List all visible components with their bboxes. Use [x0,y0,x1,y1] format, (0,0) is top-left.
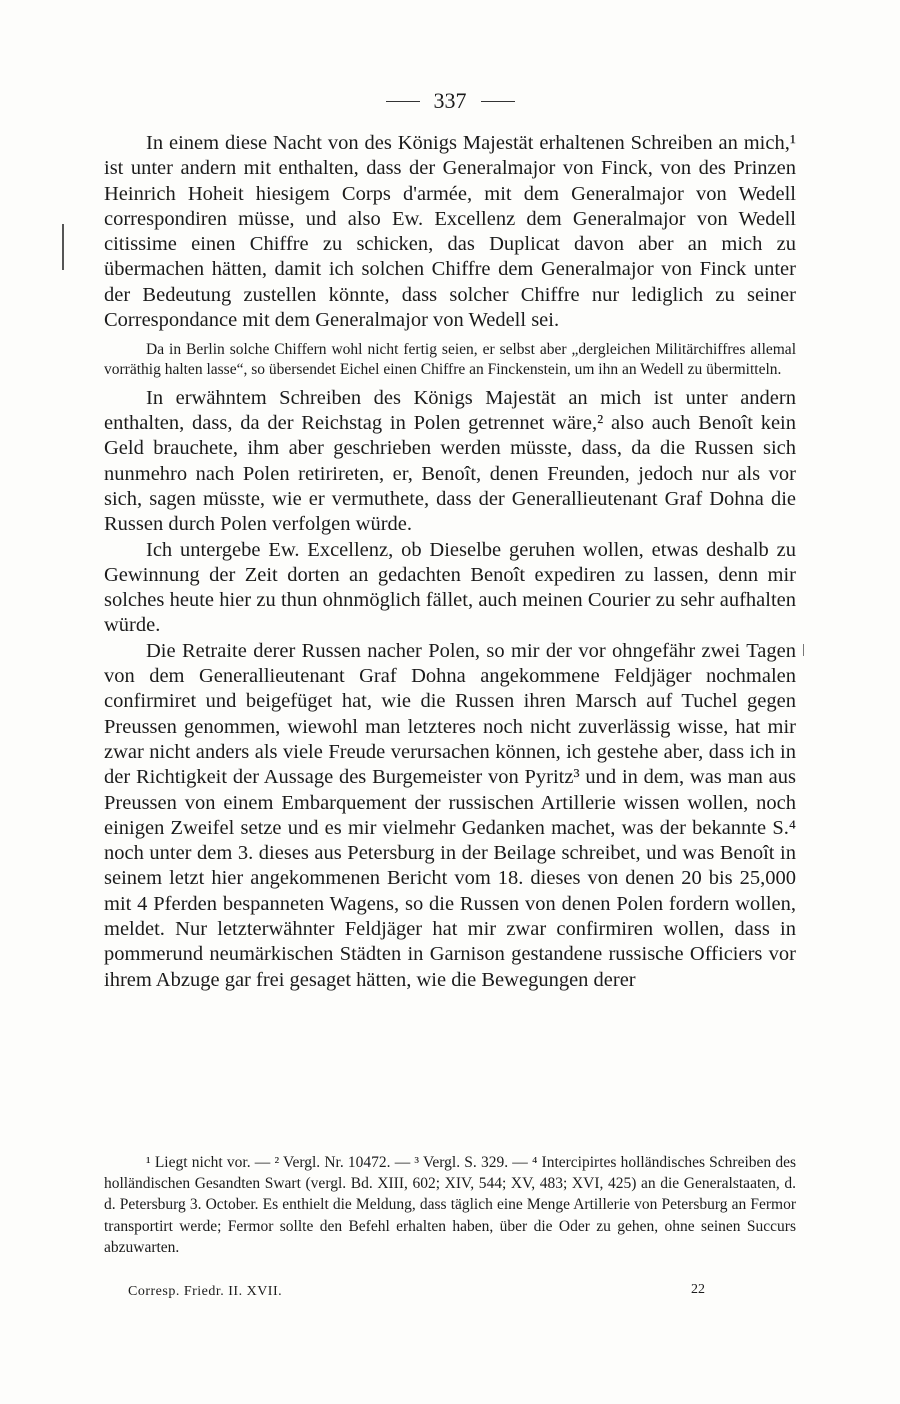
sheet-number: 22 [691,1282,705,1297]
margin-mark [62,224,64,270]
paragraph: Ich untergebe Ew. Excellenz, ob Dieselbe geruhen wollen, etwas deshalb zu Gewinnung der Zeit dorten an gedachten Benoît expediren zu lassen, denn mir solches heute hier zu thun ohnmöglich fället, auch meinen Courier zu sehr aufhalten würde. [104,538,796,637]
margin-tick [803,644,804,656]
paragraph: In einem diese Nacht von des Königs Majestät erhaltenen Schreiben an mich,¹ ist unter andern mit enthalten, dass der Generalmajor von Finck, von des Prinzen Heinrich Hoheit hiesigem Corps d'armée, mit dem Generalmajor von Wedell correspondiren müsse, und also Ew. Excellenz dem Generalmajor von Wedell citissime einen Chiffre zu schicken, das Duplicat davon aber an mich zu übermachen hätten, damit ich solchen Chiffre dem Generalmajor von Finck unter der Bedeutung zustellen könnte, dass solcher Chiffre nur lediglich zu seiner Correspondance mit dem Generalmajor von Wedell sei. [104,132,796,332]
editorial-note: Da in Berlin solche Chiffern wohl nicht fertig seien, er selbst aber „dergleichen Militärchiffres allemal vorräthig halten lasse“, so übersendet Eichel einen Chiffre an Finckenstein, um ihn an Wedell zu übermitteln. [104,341,796,379]
page-number: 337 [433,88,467,113]
footnotes [104,1152,796,1258]
paragraph: In erwähntem Schreiben des Königs Majestät an mich ist unter andern enthalten, dass, da der Reichstag in Polen getrennet wäre,² also auch Benoît kein Geld brauchete, ihm aber geschrieben werden müsste, dass, da die Russen sich nunmehro nach Polen retirireten, er, Benoît, denen Freunden, jedoch nur als vor sich, sagen müsste, wie er vermuthete, dass der Generallieutenant Graf Dohna die Russen durch Polen verfolgen würde. [104,386,796,536]
main-text [104,131,796,993]
footnote-text: ¹ Liegt nicht vor. — ² Vergl. Nr. 10472. — ³ Vergl. S. 329. — ⁴ Intercipirtes holländisches Schreiben des holländischen Gesandten Swart (vergl. Bd. XIII, 602; XIV, 544; XV, 483; XVI, 425) an die Generalstaaten, d. d. Petersburg 3. October. Es enthielt die Meldung, dass täglich eine Menge Artillerie von Petersburg an Fermor transportirt werde; Fermor sollte den Befehl erhalten haben, über die Oder zu gehen, ohne seinen Succurs abzuwarten. [104,1154,796,1256]
header-rule-right [481,101,515,102]
footer-signature: Corresp. Friedr. II. XVII. [128,1284,283,1299]
page-header [0,88,900,114]
paragraph: Die Retraite derer Russen nacher Polen, so mir der vor ohngefähr zwei Tagen von dem Generallieutenant Graf Dohna angekommene Feldjäger nochmalen confirmiret und beigefüget hat, wie die Russen ihren Marsch auf Tuchel gegen Preussen genommen, wiewohl man letzteres noch nicht zuverlässig wisse, hat mir zwar nicht anders als viele Freude verursachen können, ich gestehe aber, dass ich in der Richtigkeit der Aussage des Burgemeister von Pyritz³ und in dem, was man aus Preussen von einem Embarquement der russischen Artillerie wissen wollen, noch einigen Zweifel setze und es mir vielmehr Gedanken machet, was der bekannte S.⁴ noch unter dem 3. dieses aus Petersburg in der Beilage schreibet, und was Benoît in seinem letzt hier angekommenen Bericht vom 18. dieses von denen 20 bis 25,000 mit 4 Pferden bespanneten Wagens, so die Russen von denen Polen fordern wollen, meldet. Nur letzterwähnter Feldjäger hat mir zwar confirmiren wollen, dass in pommerund neumärkischen Städten in Garnison gestandene russische Officiers vor ihrem Abzuge gar frei gesaget hätten, wie die Bewegungen derer [104,639,796,991]
header-rule-left [386,101,420,102]
